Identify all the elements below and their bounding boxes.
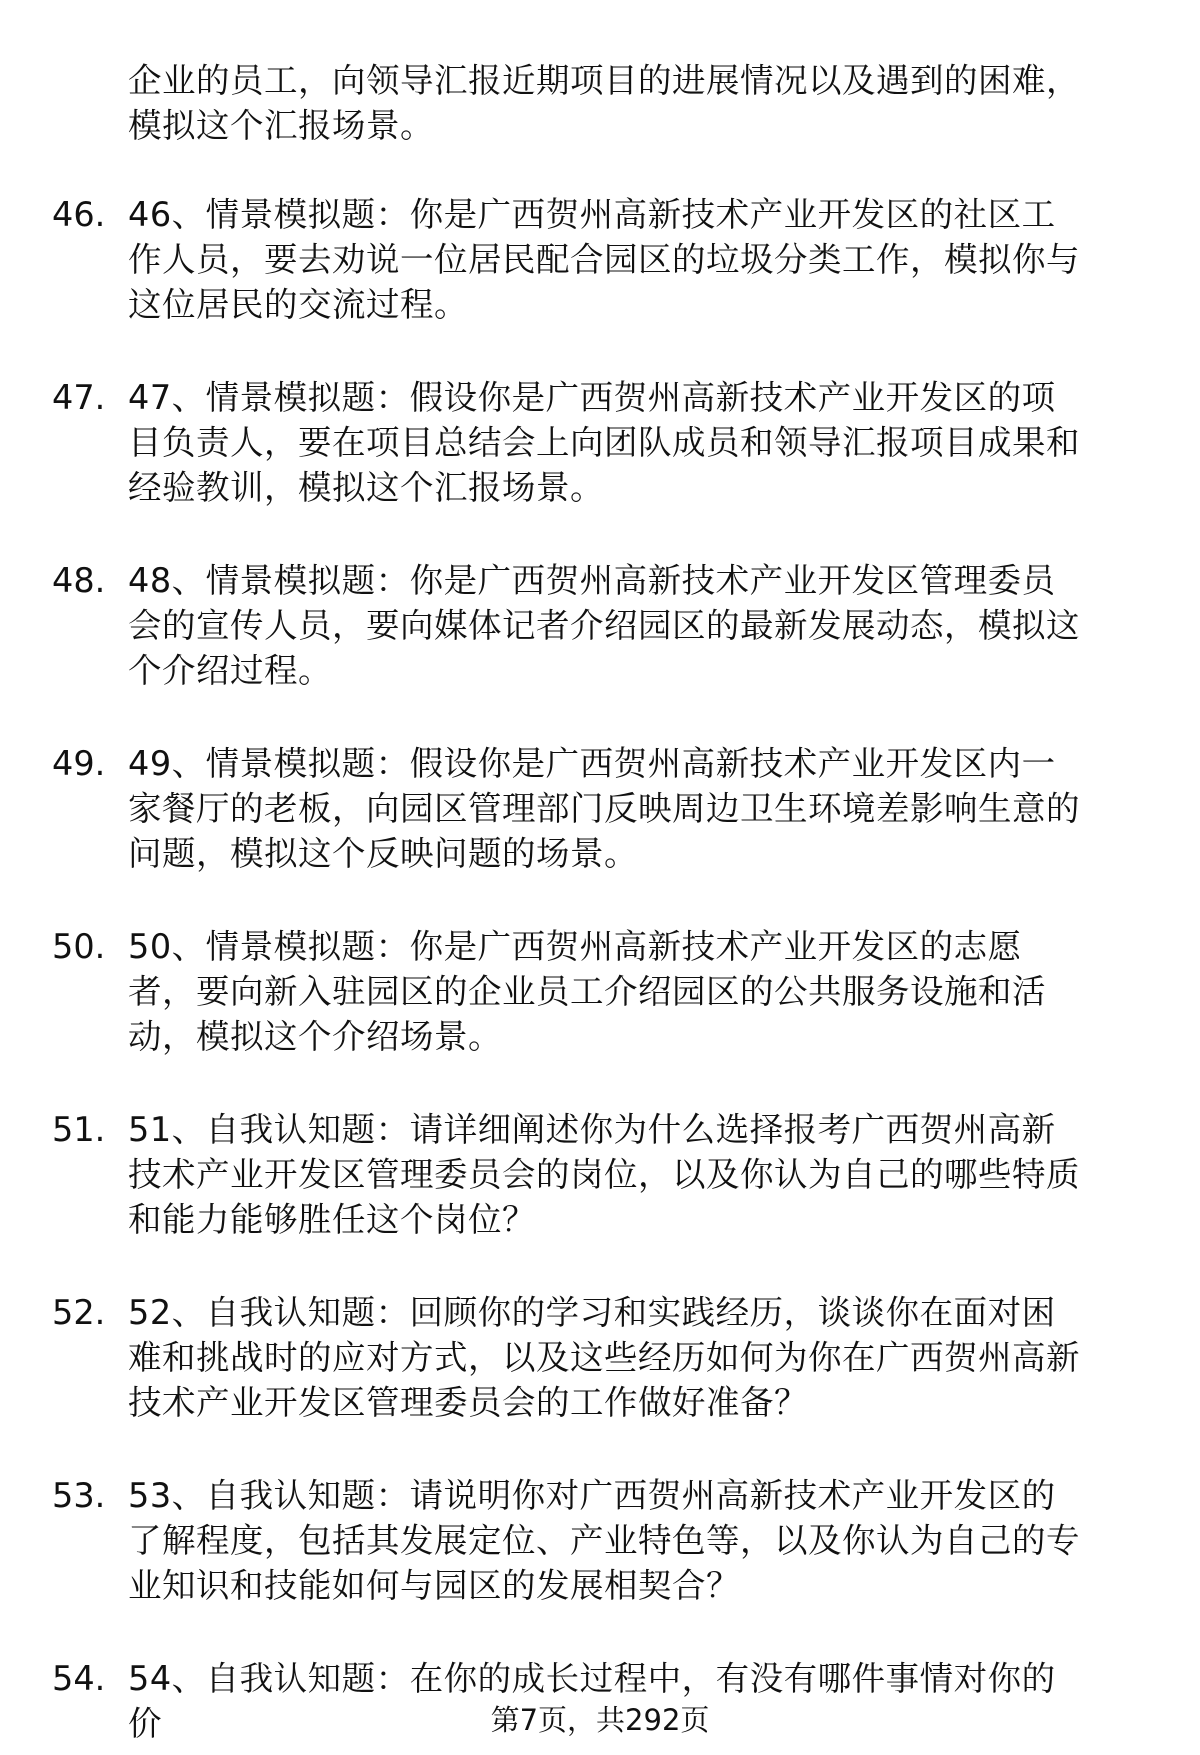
question-number: 51. [52,1110,106,1149]
question-text: 54、自我认知题：在你的成长过程中，有没有哪件事情对你的价 [128,1659,1056,1743]
question-item-48 [52,558,1140,693]
question-item-46 [52,192,1140,327]
question-number: 50. [52,927,106,966]
question-item-47 [52,375,1140,510]
question-item-continued [52,58,1140,148]
question-text: 50、情景模拟题：你是广西贺州高新技术产业开发区的志愿者，要向新入驻园区的企业员工介绍园区的公共服务设施和活动，模拟这个介绍场景。 [128,927,1046,1056]
question-item-52 [52,1290,1140,1425]
question-text: 企业的员工，向领导汇报近期项目的进展情况以及遇到的困难，模拟这个汇报场景。 [128,61,1080,145]
question-number: 47. [52,378,106,417]
question-text: 46、情景模拟题：你是广西贺州高新技术产业开发区的社区工作人员，要去劝说一位居民配合园区的垃圾分类工作，模拟你与这位居民的交流过程。 [128,195,1080,324]
question-text: 51、自我认知题：请详细阐述你为什么选择报考广西贺州高新技术产业开发区管理委员会的岗位，以及你认为自己的哪些特质和能力能够胜任这个岗位？ [128,1110,1080,1239]
question-item-49 [52,741,1140,876]
question-text: 48、情景模拟题：你是广西贺州高新技术产业开发区管理委员会的宣传人员，要向媒体记者介绍园区的最新发展动态，模拟这个介绍过程。 [128,561,1080,690]
question-number: 46. [52,195,106,234]
question-text: 53、自我认知题：请说明你对广西贺州高新技术产业开发区的了解程度，包括其发展定位、产业特色等，以及你认为自己的专业知识和技能如何与园区的发展相契合？ [128,1476,1080,1605]
question-item-53 [52,1473,1140,1608]
question-text: 52、自我认知题：回顾你的学习和实践经历，谈谈你在面对困难和挑战时的应对方式，以及这些经历如何为你在广西贺州高新技术产业开发区管理委员会的工作做好准备？ [128,1293,1080,1422]
question-number: 53. [52,1476,106,1515]
question-item-51 [52,1107,1140,1242]
question-number: 48. [52,561,106,600]
question-number: 52. [52,1293,106,1332]
question-number: 49. [52,744,106,783]
question-text: 47、情景模拟题：假设你是广西贺州高新技术产业开发区的项目负责人，要在项目总结会上向团队成员和领导汇报项目成果和经验教训，模拟这个汇报场景。 [128,378,1080,507]
page-number-footer: 第7页，共292页 [490,1703,710,1737]
question-number: 54. [52,1659,106,1698]
question-item-50 [52,924,1140,1059]
question-text: 49、情景模拟题：假设你是广西贺州高新技术产业开发区内一家餐厅的老板，向园区管理部门反映周边卫生环境差影响生意的问题，模拟这个反映问题的场景。 [128,744,1080,873]
